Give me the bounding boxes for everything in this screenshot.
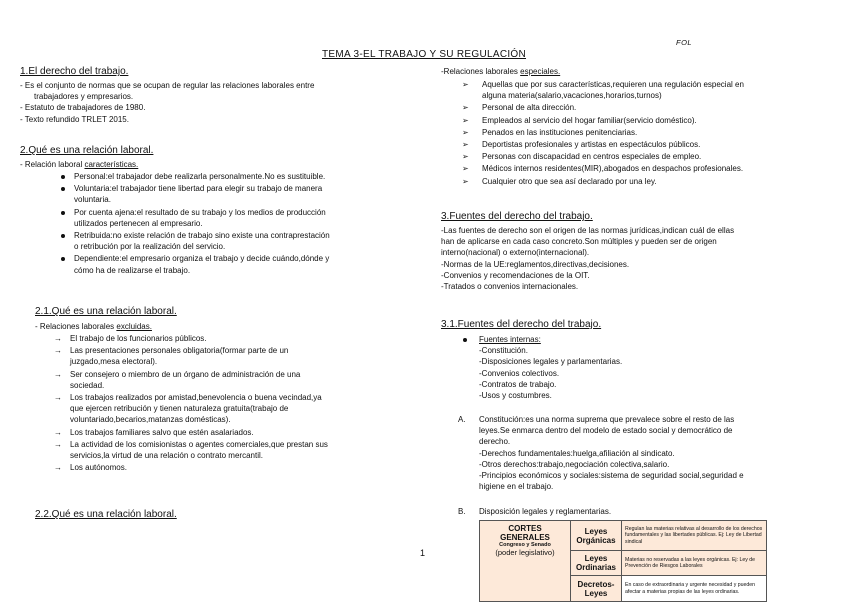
table-row	[480, 521, 767, 551]
section-1-line: - Estatuto de trabajadores de 1980.	[20, 103, 146, 113]
list-item	[54, 439, 404, 461]
list-item-text: Dependiente:el empresario organiza el trabajo y decide cuándo,dónde y	[74, 254, 330, 264]
list-item-text: juzgado,mesa electoral).	[70, 357, 158, 367]
bullet-icon	[61, 234, 65, 238]
arrowhead-icon: ➢	[462, 140, 469, 150]
list-item-text: Deportistas profesionales y artistas en espectáculos públicos.	[482, 140, 701, 150]
point-a-line: Constitución:es una norma suprema que prevalece sobre el resto de las	[479, 415, 735, 424]
point-a-line: derecho.	[479, 437, 511, 447]
section-3-heading: 3.Fuentes del derecho del trabajo.	[441, 211, 593, 222]
list-item	[54, 427, 404, 438]
list-item-text: voluntariado,becarios,matanzas domésticas).	[70, 415, 231, 425]
bullet-icon	[61, 257, 65, 261]
list-item-text: Los autónomos.	[70, 463, 127, 473]
list-item	[462, 151, 822, 162]
internal-source-item: -Contratos de trabajo.	[479, 379, 557, 389]
list-item-text: Personal de alta dirección.	[482, 103, 577, 113]
list-item-text: Cualquier otro que sea así declarado por una ley.	[482, 176, 657, 186]
list-item-text: Voluntaria:el trabajador tiene libertad para elegir su trabajo de manera	[74, 184, 323, 194]
internal-source-item: -Convenios colectivos.	[479, 368, 560, 378]
arrowhead-icon: ➢	[462, 80, 469, 89]
list-item	[462, 127, 822, 138]
section-3-line: -Normas de la UE:reglamentos,directivas,decisiones.	[441, 259, 630, 269]
point-a-line: leyes.Se enmarca dentro del modelo de estado social y democrático de	[479, 426, 733, 436]
section-2-heading: 2.Qué es una relación laboral.	[20, 145, 154, 156]
arrowhead-icon: ➢	[462, 152, 469, 162]
arrowhead-icon: ➢	[462, 115, 469, 125]
internal-source-item: -Constitución.	[479, 346, 528, 356]
special-intro-text: -Relaciones laborales	[441, 67, 521, 76]
arrowhead-icon: ➢	[462, 103, 469, 113]
special-relations-list	[462, 79, 822, 187]
list-item	[58, 207, 408, 229]
section-3-line: han de aplicarse en cada caso concreto.Son múltiples y pueden ser de origen	[441, 237, 717, 247]
list-item-text: o retribución por la realización del servicio.	[74, 242, 226, 252]
section-2-1-intro	[35, 321, 415, 332]
section-3-line: -Tratados o convenios internacionales.	[441, 282, 579, 292]
point-a-line: -Derechos fundamentales:huelga,afiliación al sindicato.	[479, 448, 675, 458]
header-fol-label: FOL	[676, 38, 693, 47]
section-3-line: -Las fuentes de derecho son el origen de las normas jurídicas,indican cuál de ellas	[441, 226, 735, 235]
point-a-line: higiene en el trabajo.	[479, 482, 554, 492]
internal-sources-label-row	[458, 334, 828, 345]
list-item	[462, 79, 822, 101]
list-item-text: Personas con discapacidad en centros especiales de empleo.	[482, 152, 702, 162]
special-intro-underlined: especiales.	[520, 67, 561, 76]
bullet-icon	[463, 338, 467, 342]
list-item-text: cómo ha de realizarse el trabajo.	[74, 265, 191, 275]
list-item	[54, 333, 404, 344]
section-1-line: - Es el conjunto de normas que se ocupan de regular las relaciones laborales entre	[20, 81, 315, 90]
list-item	[54, 369, 404, 391]
bullet-icon	[61, 211, 65, 215]
cortes-generales-label: CORTES GENERALES	[500, 524, 550, 542]
list-item	[462, 176, 822, 187]
list-item-text: Los trabajos familiares salvo que estén asalariados.	[70, 427, 254, 437]
section-2-intro-underlined: características.	[84, 160, 139, 169]
section-3-line: interno(nacional) o externo(internacional).	[441, 248, 590, 258]
list-item-text: Las presentaciones personales obligatoria(formar parte de un	[70, 346, 289, 356]
section-1-body	[20, 80, 420, 125]
section-1-heading: 1.El derecho del trabajo.	[20, 66, 129, 77]
poder-label: (poder legislativo)	[495, 548, 555, 557]
list-item-text: Aquellas que por sus características,requieren una regulación especial en	[482, 80, 744, 89]
list-item-text: sociedad.	[70, 380, 105, 390]
list-item-text: La actividad de los comisionistas o agentes comerciales,que prestan sus	[70, 439, 328, 449]
list-item-text: Retribuida:no existe relación de trabajo sino existe una contraprestación	[74, 231, 330, 241]
law-type-cell: Decretos-Leyes	[571, 576, 622, 602]
section-1-line: trabajadores y empresarios.	[34, 92, 134, 102]
arrow-icon: →	[54, 439, 62, 449]
section-2-intro	[20, 159, 420, 170]
bullet-icon	[61, 175, 65, 179]
page-number: 1	[420, 548, 426, 558]
arrow-icon: →	[54, 334, 62, 343]
internal-sources-label: Fuentes internas:	[479, 335, 541, 344]
list-item-text: que ejercen retribución y tienen naturaleza gratuita(trabajo de	[70, 404, 289, 414]
point-b-text: Disposición legales y reglamentarias.	[479, 507, 612, 516]
congreso-label: Congreso y Senado	[499, 542, 551, 548]
section-2-1-intro-underlined: excluidas.	[116, 322, 152, 331]
arrowhead-icon: ➢	[462, 164, 469, 174]
section-3-line: -Convenios y recomendaciones de la OIT.	[441, 270, 590, 280]
internal-sources	[458, 334, 828, 401]
arrow-icon: →	[54, 463, 62, 473]
point-a-line: -Otros derechos:trabajo,negociación colectiva,salario.	[479, 459, 670, 469]
arrow-icon: →	[54, 369, 62, 379]
internal-source-item: -Disposiciones legales y parlamentarias.	[479, 357, 623, 367]
list-item	[58, 230, 408, 252]
list-item-text: Los trabajos realizados por amistad,benevolencia o buena vecindad,ya	[70, 393, 322, 403]
list-item-text: utilizados pertenecen al empresario.	[74, 218, 203, 228]
list-item	[462, 139, 822, 150]
list-item	[58, 183, 408, 205]
section-1-line: - Texto refundido TRLET 2015.	[20, 114, 129, 124]
special-relations-intro	[441, 66, 831, 77]
law-type-cell: Leyes Ordinarias	[571, 551, 622, 576]
section-2-1-intro-text: - Relaciones laborales	[35, 322, 117, 331]
list-item	[58, 253, 408, 275]
legislation-table	[479, 520, 767, 602]
law-desc-cell: En caso de extraordinaria y urgente necesidad y pueden afectar a materias propias de las leyes ordinarias.	[622, 576, 767, 602]
arrowhead-icon: ➢	[462, 127, 469, 137]
list-item-text: Personal:el trabajador debe realizarla personalmente.No es sustituible.	[74, 172, 326, 181]
list-item	[54, 462, 404, 473]
list-item-text: servicios,la virtud de una relación o contrato mercantil.	[70, 451, 263, 461]
law-desc-cell: Materias no reservadas a las leyes orgánicas. Ej: Ley de Prevención de Riesgos Laborales	[622, 551, 767, 576]
point-a	[458, 414, 828, 492]
list-item	[462, 115, 822, 126]
law-desc-cell: Regulan las materias relativas al desarrollo de los derechos fundamentales y las libertades públicas. Ej: Ley de Libertad sindical	[622, 521, 767, 551]
list-item-text: Penados en las instituciones penitenciarias.	[482, 127, 638, 137]
list-item-text: El trabajo de los funcionarios públicos.	[70, 334, 207, 343]
arrow-icon: →	[54, 393, 62, 403]
bullet-icon	[61, 187, 65, 191]
excluded-list	[54, 333, 404, 473]
arrow-icon: →	[54, 346, 62, 356]
list-item	[58, 171, 408, 182]
list-item	[54, 345, 404, 367]
point-a-label: A.	[458, 415, 466, 424]
list-item-text: Por cuenta ajena:el resultado de su trabajo y los medios de producción	[74, 207, 326, 217]
arrow-icon: →	[54, 427, 62, 437]
cortes-cell	[480, 521, 571, 602]
list-item-text: alguna materia(salario,vacaciones,horarios,turnos)	[482, 91, 662, 101]
list-item-text: voluntaria.	[74, 195, 111, 205]
list-item	[462, 163, 822, 174]
characteristics-list	[58, 171, 408, 276]
point-a-line: -Principios económicos y sociales:sistema de seguridad social,seguridad e	[479, 471, 744, 481]
list-item-text: Ser consejero o miembro de un órgano de administración de una	[70, 369, 301, 379]
section-3-body	[441, 225, 831, 292]
list-item-text: Médicos internos residentes(MIR),abogados en despachos profesionales.	[482, 164, 744, 174]
section-2-2-heading: 2.2.Qué es una relación laboral.	[35, 509, 177, 520]
list-item	[462, 102, 822, 113]
law-type-cell: Leyes Orgánicas	[571, 521, 622, 551]
section-2-intro-text: - Relación laboral	[20, 160, 85, 169]
list-item	[54, 392, 404, 426]
internal-source-item: -Usos y costumbres.	[479, 391, 552, 401]
page-title: TEMA 3-EL TRABAJO Y SU REGULACIÓN	[321, 49, 527, 60]
point-b-label: B.	[458, 507, 466, 516]
list-item-text: Empleados al servicio del hogar familiar(servicio doméstico).	[482, 115, 697, 125]
section-2-1-heading: 2.1.Qué es una relación laboral.	[35, 306, 177, 317]
section-3-1-heading: 3.1.Fuentes del derecho del trabajo.	[441, 319, 602, 330]
point-b	[458, 506, 828, 517]
arrowhead-icon: ➢	[462, 176, 469, 186]
